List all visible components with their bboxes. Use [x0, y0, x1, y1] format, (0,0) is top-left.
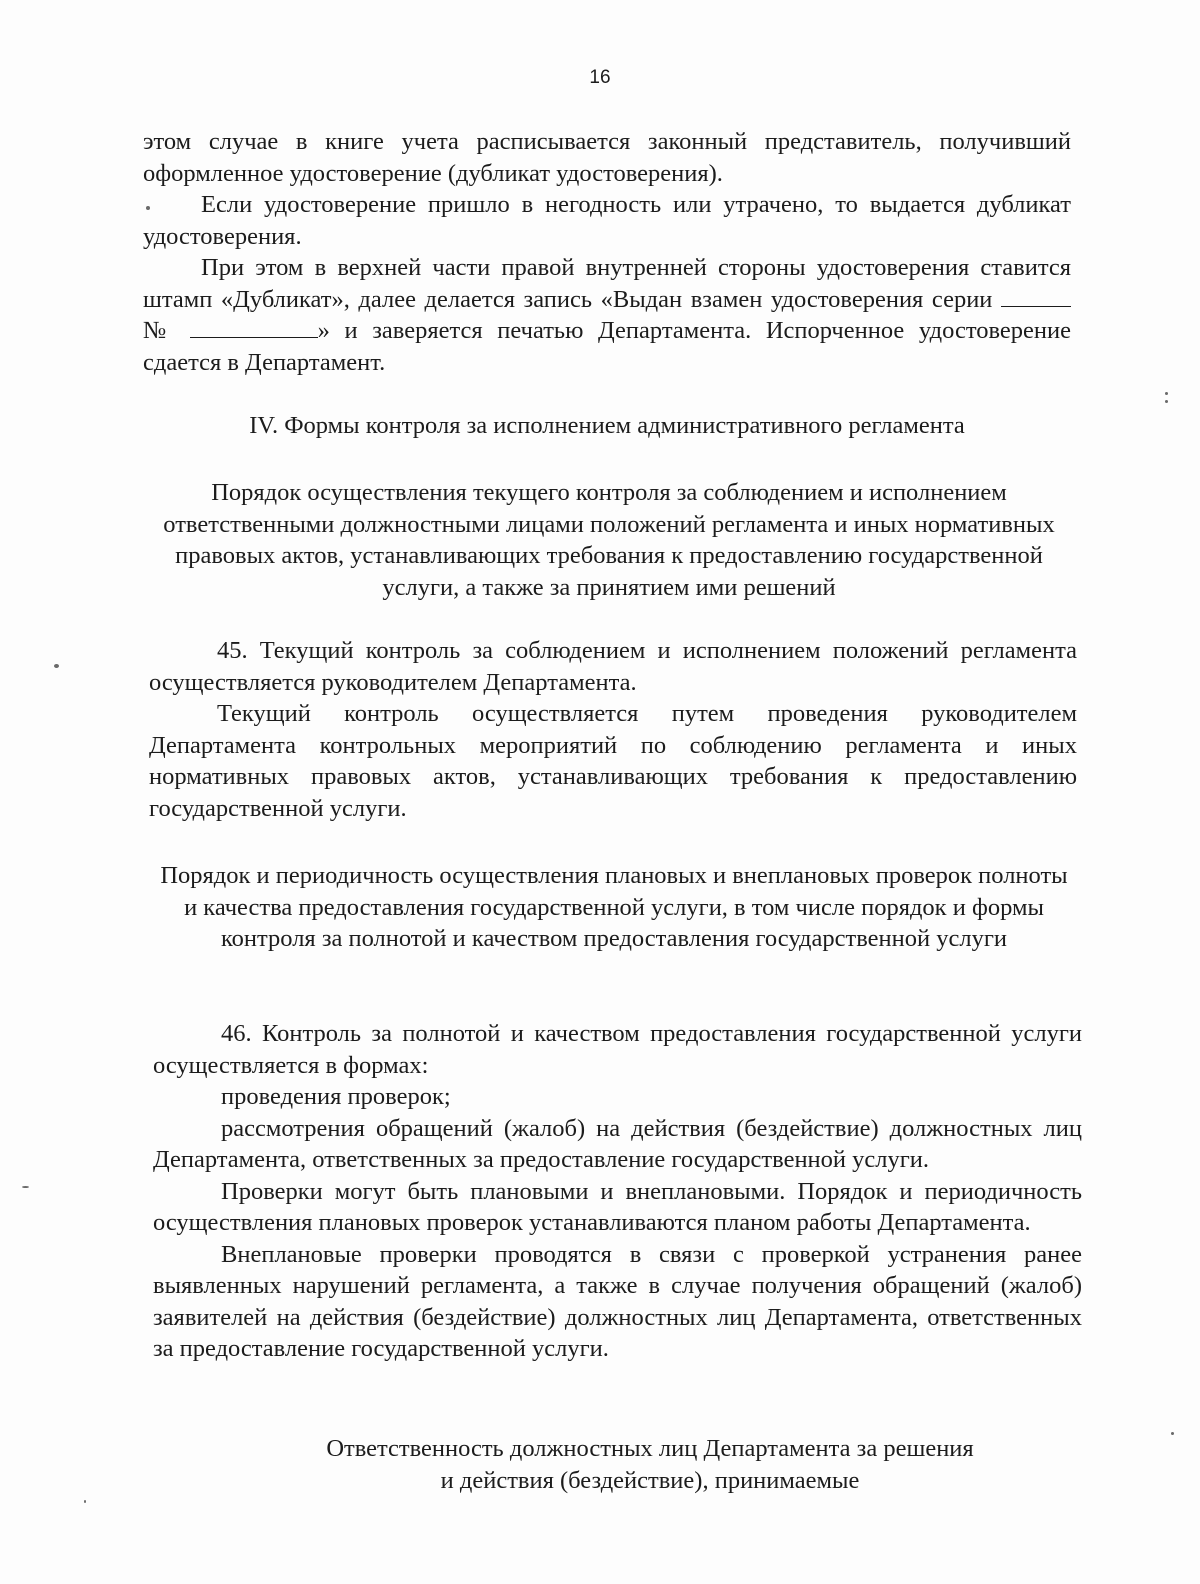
scan-speck: [84, 1500, 86, 1503]
scan-speck: [22, 1186, 29, 1188]
paragraph-46: 46. Контроль за полнотой и качеством предоставления государственной услуги осуществляется в формах:: [153, 1020, 1082, 1079]
paragraph-duplicate-stamp: [143, 252, 1071, 378]
scan-speck: [146, 206, 150, 210]
paragraph-46-inspections: проведения проверок;: [221, 1083, 451, 1110]
series-blank: [1001, 284, 1071, 307]
paragraph-group-46: [153, 1018, 1082, 1365]
paragraph-46-planned: Проверки могут быть плановыми и внеплановыми. Порядок и периодичность осуществления плановых проверок устанавливаются планом работы Департамента.: [153, 1177, 1082, 1236]
scan-speck: [1165, 392, 1168, 395]
scan-speck: [1165, 400, 1168, 403]
paragraph-46-unplanned: Внеплановые проверки проводятся в связи с проверкой устранения ранее выявленных нарушений регламента, а также в случае получения обращений (жалоб) заявителей на действия (бездействие) должностных лиц Департамента, ответственных за предоставление государственной услуги.: [153, 1240, 1082, 1362]
subheading-inspections: Порядок и периодичность осуществления плановых и внеплановых проверок полноты и качества предоставления государственной услуги, в том числе порядок и формы контроля за полнотой и качеством предоставления государственной услуги: [160, 862, 1068, 952]
paragraph-group-top: [143, 126, 1071, 378]
subheading-current-control: Порядок осуществления текущего контроля за соблюдением и исполнением ответственными должностными лицами положений регламента и иных нормативных правовых актов, устанавливающих требования к предоставлению государственной услуги, а также за принятием ими решений: [163, 479, 1055, 601]
paragraph-45: 45. Текущий контроль за соблюдением и исполнением положений регламента осуществляется руководителем Департамента.: [149, 637, 1077, 696]
number-blank: [190, 315, 318, 338]
paragraph-duplicate: Если удостоверение пришло в негодность или утрачено, то выдается дубликат удостоверения.: [143, 191, 1071, 250]
number-sign: №: [143, 317, 175, 344]
scan-speck: [1171, 1432, 1174, 1435]
stamp-text-start: При этом в верхней части правой внутренней стороны удостоверения ставится штамп «Дубликат», далее делается запись «Выдан взамен удостоверения серии: [143, 254, 1071, 313]
page-number: 16: [589, 67, 611, 88]
paragraph-45-detail: Текущий контроль осуществляется путем проведения руководителем Департамента контрольных мероприятий по соблюдению регламента и иных нормативных правовых актов, устанавливающих требования к предоставлению государственной услуги.: [149, 700, 1077, 822]
subheading-responsibility: Ответственность должностных лиц Департамента за решения и действия (бездействие), принимаемые: [326, 1435, 974, 1494]
scan-speck: [54, 664, 59, 668]
paragraph-group-45: [149, 635, 1077, 824]
paragraph-continuation: этом случае в книге учета расписывается законный представитель, получивший оформленное удостоверение (дубликат удостоверения).: [143, 128, 1071, 187]
stamp-text-end: » и заверяется печатью Департамента. Испорченное удостоверение сдается в Департамент.: [143, 317, 1071, 376]
section-heading: IV. Формы контроля за исполнением административного регламента: [249, 412, 965, 439]
paragraph-46-complaints: рассмотрения обращений (жалоб) на действия (бездействие) должностных лиц Департамента, ответственных за предоставление государственной услуги.: [153, 1114, 1082, 1173]
